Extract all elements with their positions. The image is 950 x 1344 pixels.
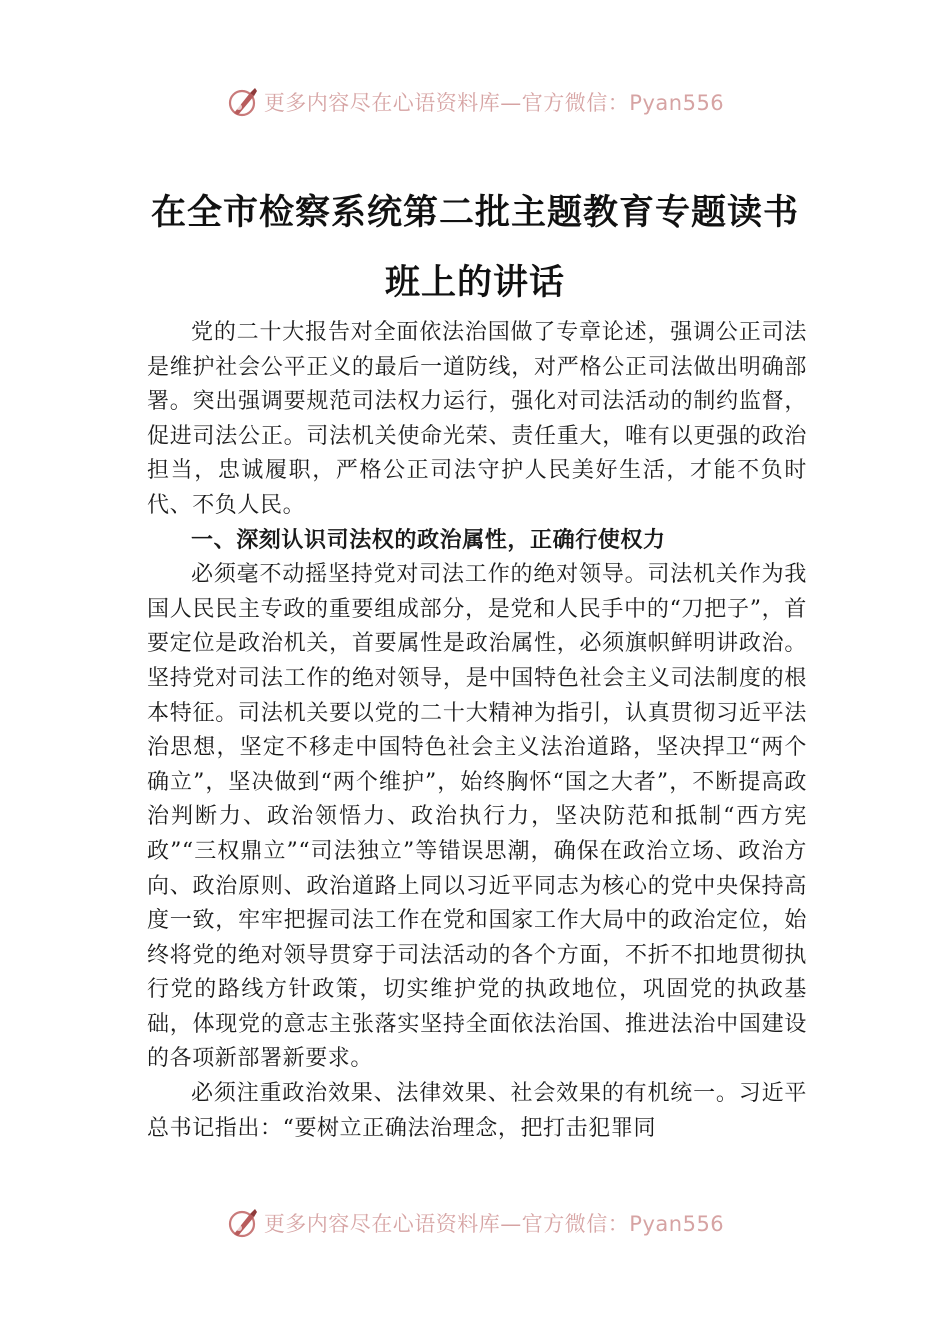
watermark-text: 更多内容尽在心语资料库—官方微信：Pyan556 xyxy=(263,1212,725,1236)
document-title-line-2: 班上的讲话 xyxy=(384,262,565,303)
watermark-footer xyxy=(0,1203,950,1243)
paragraph-effects-unity: 必须注重政治效果、法律效果、社会效果的有机统一。习近平总书记指出：“要树立正确法治理念，把打击犯罪同 xyxy=(147,1081,807,1141)
pen-logo-icon xyxy=(226,85,260,119)
section-heading-1: 一、深刻认识司法权的政治属性，正确行使权力 xyxy=(191,527,666,553)
document-title-line-1: 在全市检察系统第二批主题教育专题读书 xyxy=(150,192,799,233)
watermark-text: 更多内容尽在心语资料库—官方微信：Pyan556 xyxy=(263,91,725,115)
pen-logo-icon xyxy=(226,1206,260,1240)
intro-paragraph: 党的二十大报告对全面依法治国做了专章论述，强调公正司法是维护社会公平正义的最后一道防线，对严格公正司法做出明确部署。突出强调要规范司法权力运行，强化对司法活动的制约监督，促进司法公正。司法机关使命光荣、责任重大，唯有以更强的政治担当，忠诚履职，严格公正司法守护人民美好生活，才能不负时代、不负人民。 xyxy=(147,320,807,518)
watermark-header xyxy=(0,82,950,122)
paragraph-party-leadership: 必须毫不动摇坚持党对司法工作的绝对领导。司法机关作为我国人民民主专政的重要组成部分，是党和人民手中的“刀把子”，首要定位是政治机关，首要属性是政治属性，必须旗帜鲜明讲政治。坚持党对司法工作的绝对领导，是中国特色社会主义司法制度的根本特征。司法机关要以党的二十大精神为指引，认真贯彻习近平法治思想，坚定不移走中国特色社会主义法治道路，坚决捍卫“两个确立”，坚决做到“两个维护”，始终胸怀“国之大者”，不断提高政治判断力、政治领悟力、政治执行力，坚决防范和抵制“西方宪政”“三权鼎立”“司法独立”等错误思潮，确保在政治立场、政治方向、政治原则、政治道路上同以习近平同志为核心的党中央保持高度一致，牢牢把握司法工作在党和国家工作大局中的政治定位，始终将党的绝对领导贯穿于司法活动的各个方面，不折不扣地贯彻执行党的路线方针政策，切实维护党的执政地位，巩固党的执政基础，体现党的意志主张落实坚持全面依法治国、推进法治中国建设的各项新部署新要求。 xyxy=(147,562,807,1072)
document-body xyxy=(147,316,807,1146)
